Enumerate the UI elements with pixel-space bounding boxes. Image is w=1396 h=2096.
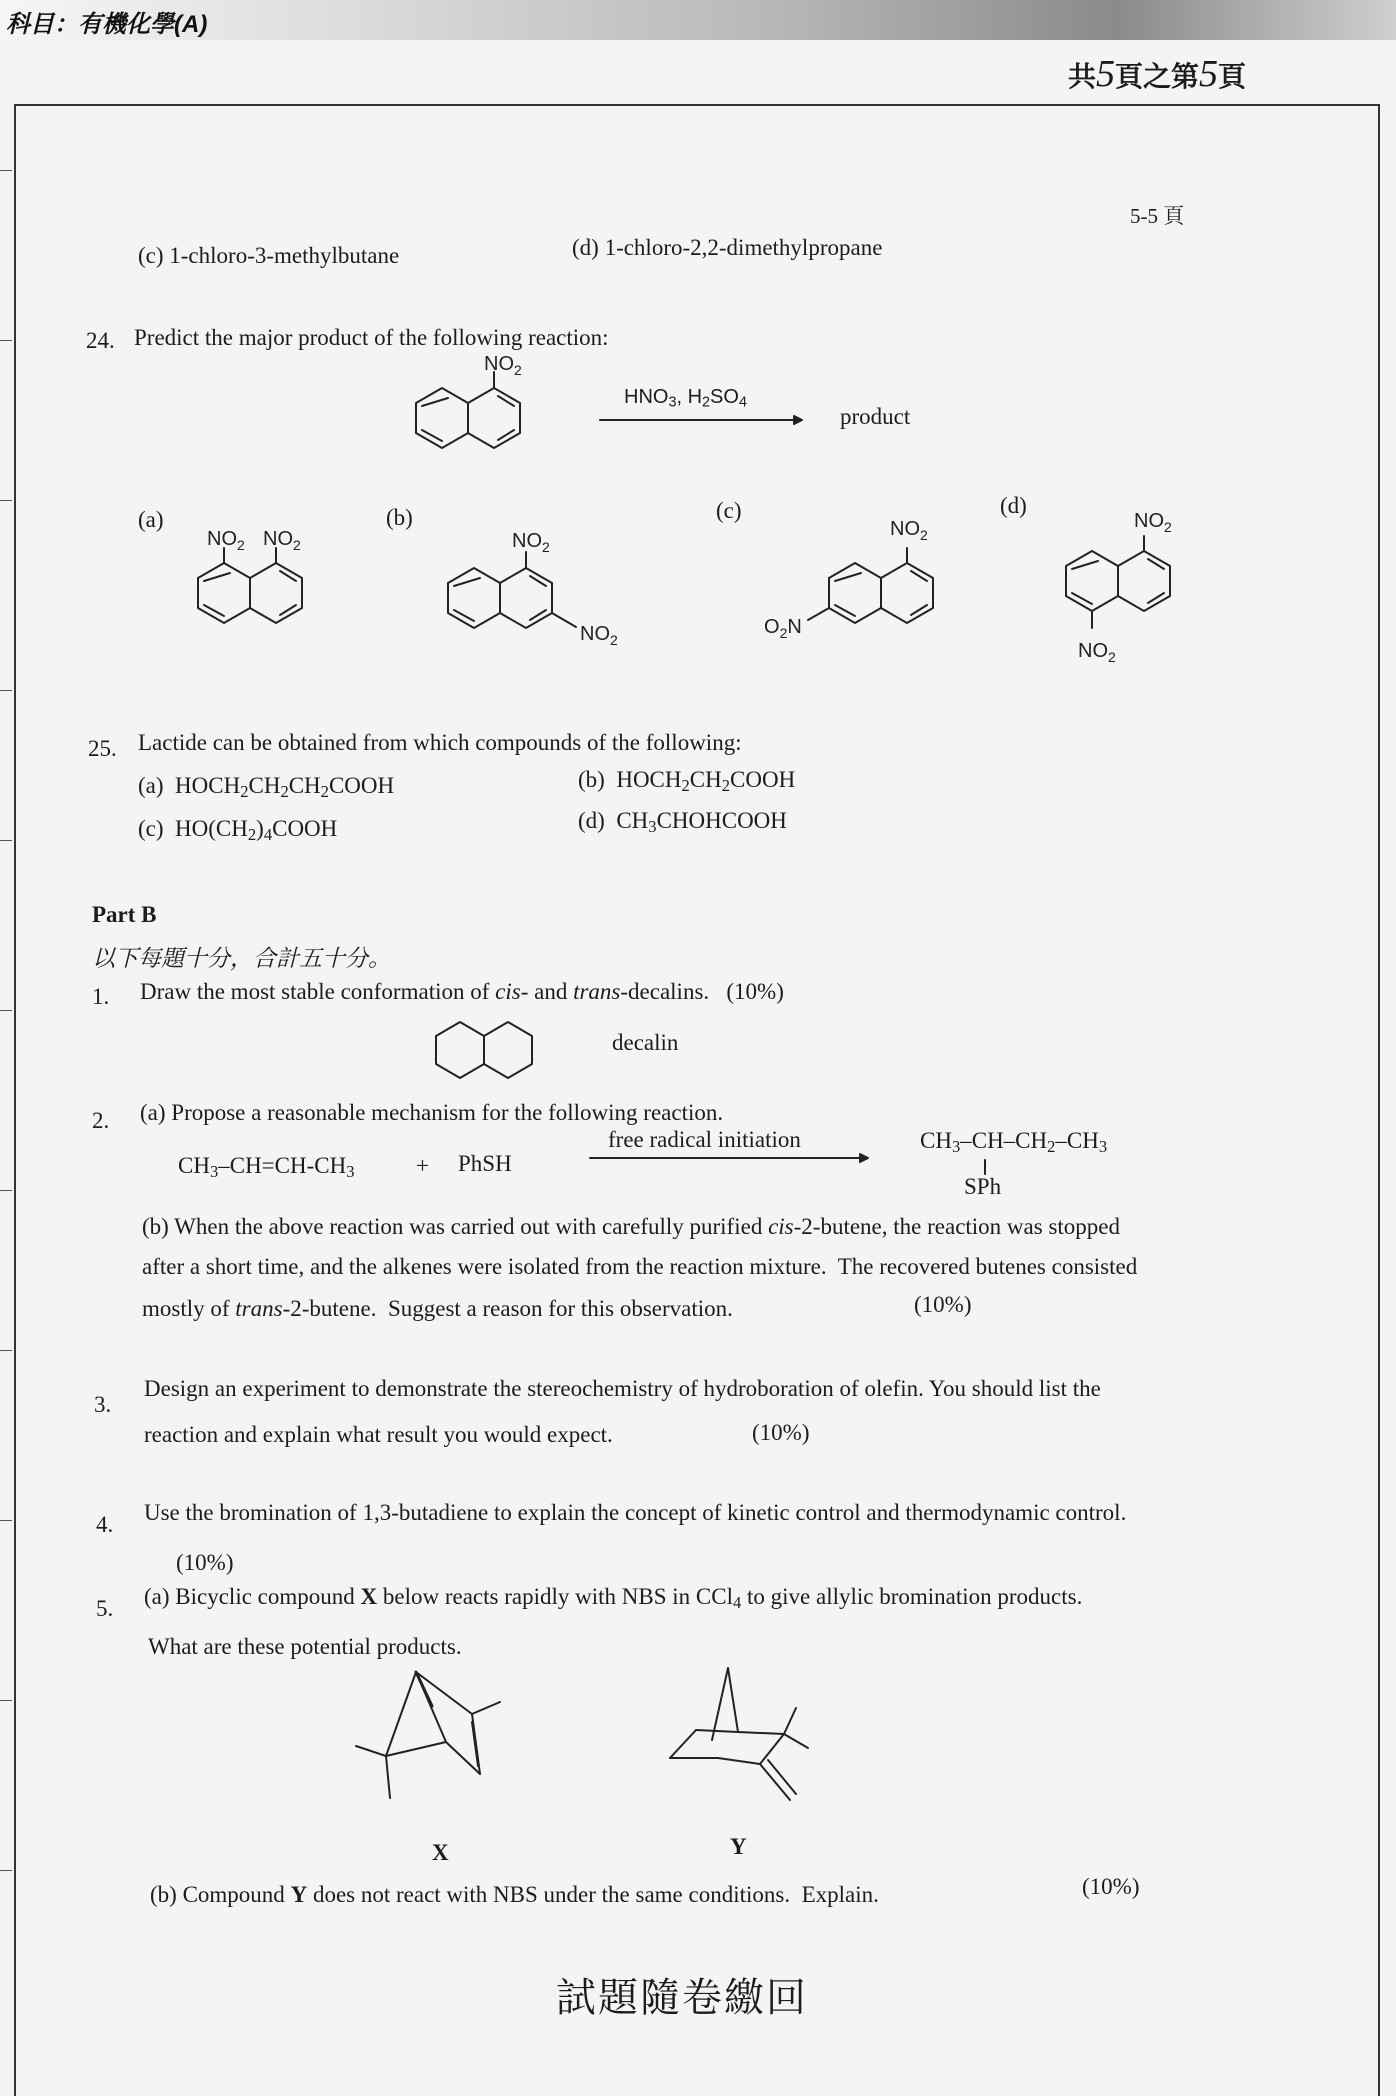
margin-tick: [0, 840, 12, 841]
part-b-title: Part B: [92, 902, 157, 927]
compound-y-label: Y: [730, 1834, 747, 1859]
b-q4-number: 4.: [96, 1512, 114, 1537]
q24-label-d: (d): [1000, 493, 1027, 518]
q25-option-b-label: (b): [578, 767, 605, 792]
svg-text:NO2: $NO_2$: [890, 518, 928, 543]
q24-reactant-structure: [400, 345, 560, 470]
b-q4-line1: Use the bromination of 1,3-butadiene to explain the concept of kinetic control and thermodynamic control.: [144, 1500, 1127, 1525]
q24-option-a-structure: [180, 515, 320, 635]
subject-title: 科目：有機化學(A): [6, 11, 208, 38]
return-note: 試題隨卷繳回: [556, 1975, 808, 2020]
b-q2-score: (10%): [914, 1292, 972, 1317]
q25-option-b: (b) $HOCH_2CH_2COOH$: [578, 767, 796, 796]
page-counter-suffix: 頁: [1218, 62, 1247, 93]
q24-option-c-structure: [755, 510, 960, 645]
page-counter-prefix: 共: [1068, 62, 1097, 93]
q25-option-a-label: (a): [138, 773, 164, 798]
svg-text:NO2: $NO_2$: [1078, 640, 1116, 665]
b-q3-line1: Design an experiment to demonstrate the stereochemistry of hydroboration of olefin. You should list the: [144, 1376, 1101, 1401]
q24-label-b: (b): [386, 505, 413, 530]
q24-option-d-structure: [1050, 500, 1190, 670]
margin-tick: [0, 1350, 12, 1351]
q2-product-sph: SPh: [964, 1174, 1002, 1199]
margin-tick: [0, 1700, 12, 1701]
compound-x-label: X: [432, 1840, 449, 1865]
reaction-arrow-icon: [588, 1148, 870, 1168]
b-q1-score: (10%): [726, 979, 784, 1004]
b-q2a-question: (a) Propose a reasonable mechanism for the following reaction.: [140, 1100, 724, 1125]
scan-header-band: [0, 0, 1396, 40]
svg-text:NO2: $NO_2$: [207, 528, 245, 553]
q23-option-c: (c) 1-chloro-3-methylbutane: [138, 243, 400, 268]
q25-option-c: (c) $HO(CH_2)_4COOH$: [138, 816, 338, 845]
page-current: 5: [1199, 53, 1219, 95]
b-q2b-line3: mostly of trans-2-butene. Suggest a reason for this observation.: [142, 1296, 733, 1321]
q24-number: 24.: [86, 328, 115, 353]
q24-option-b-structure: [440, 515, 640, 650]
b-q5b-line: (b) Compound Y does not react with NBS under the same conditions. Explain.: [150, 1882, 879, 1907]
q24-label-a: (a): [138, 507, 164, 532]
q2-reactant-butene: $CH_3-CH=CH-CH_3$: [178, 1153, 355, 1182]
margin-tick: [0, 340, 12, 341]
compound-y-structure: [650, 1660, 830, 1820]
q25-option-c-label: (c): [138, 816, 164, 841]
q23-option-d: (d) 1-chloro-2,2-dimethylpropane: [572, 235, 883, 260]
q25-question: Lactide can be obtained from which compounds of the following:: [138, 730, 742, 755]
q2-plus: +: [416, 1153, 429, 1178]
b-q3-number: 3.: [94, 1392, 112, 1417]
svg-text:NO2: $NO_2$: [484, 353, 522, 378]
q25-option-d-label: (d): [578, 808, 605, 833]
q24-reagent: $HNO_3$, $H_2SO_4$: [624, 386, 747, 411]
b-q3-line2: reaction and explain what result you would expect.: [144, 1422, 613, 1447]
margin-tick: [0, 1520, 12, 1521]
margin-tick: [0, 170, 12, 171]
decalin-caption: decalin: [612, 1030, 679, 1055]
svg-text:NO2: $NO_2$: [1134, 510, 1172, 535]
b-q2b-line2: after a short time, and the alkenes were isolated from the reaction mixture. The recovered butenes consisted: [142, 1254, 1138, 1279]
q25-option-a: (a) $HOCH_2CH_2CH_2COOH$: [138, 773, 395, 802]
b-q1-number: 1.: [92, 984, 110, 1009]
b-q5-score: (10%): [1082, 1874, 1140, 1899]
b-q5-number: 5.: [96, 1596, 114, 1621]
page-counter-mid: 頁之第: [1115, 62, 1200, 93]
margin-tick: [0, 1010, 12, 1011]
decalin-structure: [420, 1010, 550, 1090]
margin-tick: [0, 1190, 12, 1191]
page-counter: [1068, 52, 1246, 96]
svg-text:NO2: $NO_2$: [512, 530, 550, 555]
q2-product: $CH_3-CH-CH_2-CH_3$: [920, 1128, 1108, 1157]
page-mark: 5-5 頁: [1130, 204, 1185, 228]
b-q4-score: (10%): [176, 1550, 234, 1575]
q24-label-c: (c): [716, 498, 742, 523]
part-b-instruction: 以下每題十分，合計五十分。: [92, 946, 391, 971]
b-q5a-line1: (a) Bicyclic compound X below reacts rapidly with NBS in CCl$_4$ to give allylic bromination products.: [144, 1584, 1083, 1613]
margin-tick: [0, 690, 12, 691]
b-q5a-line2: What are these potential products.: [148, 1634, 462, 1659]
q25-option-d: (d) $CH_3CHOHCOOH$: [578, 808, 787, 837]
q25-number: 25.: [88, 736, 117, 761]
b-q2b-line1: (b) When the above reaction was carried out with carefully purified cis-2-butene, the reaction was stopped: [142, 1214, 1120, 1239]
compound-x-structure: [340, 1660, 540, 1820]
svg-text:NO2: $NO_2$: [580, 623, 618, 648]
q24-product-text: product: [840, 404, 911, 429]
q2-reagent-phsh: PhSH: [458, 1151, 512, 1176]
b-q3-score: (10%): [752, 1420, 810, 1445]
margin-tick: [0, 1870, 12, 1871]
margin-tick: [0, 500, 12, 501]
svg-text:NO2: $NO_2$: [263, 528, 301, 553]
q24-question: Predict the major product of the following reaction:: [134, 325, 609, 350]
svg-text:O2N: $O_2N$: [764, 616, 802, 641]
reaction-arrow-icon: [598, 410, 804, 430]
page-total: 5: [1096, 53, 1116, 95]
b-q1-question: Draw the most stable conformation of cis- and trans-decalins. (10%): [140, 979, 784, 1004]
b-q2-number: 2.: [92, 1108, 110, 1133]
q2-arrow-label: free radical initiation: [608, 1127, 801, 1152]
